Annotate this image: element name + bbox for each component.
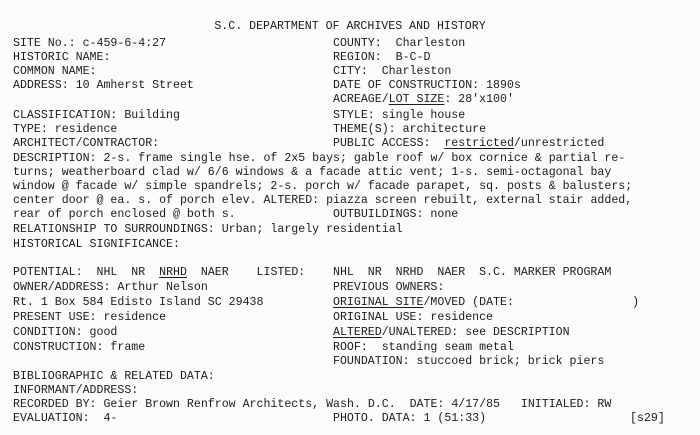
altered-selected: ALTERED xyxy=(333,326,382,339)
nrhd-selected: NRHD xyxy=(159,266,187,279)
description-line: center door @ ea. s. of porch elev. ALTERED: piazza screen rebuilt, external stair added, xyxy=(13,194,633,207)
bibliographic-data: BIBLIOGRAPHIC & RELATED DATA: xyxy=(13,370,215,383)
form-header: S.C. DEPARTMENT OF ARCHIVES AND HISTORY xyxy=(214,20,486,33)
date-of-construction: DATE OF CONSTRUCTION: 1890s xyxy=(333,79,521,92)
owner-address: OWNER/ADDRESS: Arthur Nelson xyxy=(13,281,208,294)
acreage-lot-size: ACREAGE/LOT SIZE: 28'x100' xyxy=(333,93,514,106)
owner-address-line: Rt. 1 Box 584 Edisto Island SC 29438 xyxy=(13,296,264,309)
county: COUNTY: Charleston xyxy=(333,37,466,50)
description-line: window @ facade w/ simple spandrels; 2-s. porch w/ facade parapet, sq. posts & balusters; xyxy=(13,180,633,193)
site-number: SITE No.: c-459-6-4:27 xyxy=(13,37,167,50)
classification: CLASSIFICATION: Building xyxy=(13,109,180,122)
foundation: FOUNDATION: stuccoed brick; brick piers xyxy=(333,355,605,368)
condition: CONDITION: good xyxy=(13,326,118,339)
restricted-selected: restricted xyxy=(444,137,514,150)
original-site-moved: ORIGINAL SITE/MOVED (DATE: ) xyxy=(333,296,640,309)
potential: POTENTIAL: NHL NR NRHD NAER LISTED: xyxy=(13,266,306,279)
style: STYLE: single house xyxy=(333,109,466,122)
roof: ROOF: standing seam metal xyxy=(333,341,514,354)
original-use: ORIGINAL USE: residence xyxy=(333,311,494,324)
listed-options: NHL NR NRHD NAER S.C. MARKER PROGRAM xyxy=(333,266,612,279)
historical-significance: HISTORICAL SIGNIFICANCE: xyxy=(13,238,180,251)
region: REGION: B-C-D xyxy=(333,51,431,64)
lot-size-selected: LOT SIZE xyxy=(388,93,445,106)
outbuildings: OUTBUILDINGS: none xyxy=(333,208,459,221)
description-line: DESCRIPTION: 2-s. frame single hse. of 2x5 bays; gable roof w/ box cornice & partial re- xyxy=(13,152,626,165)
previous-owners: PREVIOUS OWNERS: xyxy=(333,281,445,294)
type: TYPE: residence xyxy=(13,123,118,136)
recorded-by: RECORDED BY: Geier Brown Renfrow Architects, Wash. D.C. DATE: 4/17/85 INITIALED: RW xyxy=(13,398,612,411)
original-site-selected: ORIGINAL SITE xyxy=(333,296,424,309)
architect-contractor: ARCHITECT/CONTRACTOR: xyxy=(13,137,160,150)
themes: THEME(S): architecture xyxy=(333,123,487,136)
photo-data: PHOTO. DATA: 1 (51:33) xyxy=(333,412,487,425)
public-access: PUBLIC ACCESS: restricted/unrestricted xyxy=(333,137,605,150)
relationship-to-surroundings: RELATIONSHIP TO SURROUNDINGS: Urban; largely residential xyxy=(13,223,403,236)
construction: CONSTRUCTION: frame xyxy=(13,341,146,354)
description-line: rear of porch enclosed @ both s. xyxy=(13,208,236,221)
informant-address: INFORMANT/ADDRESS: xyxy=(13,384,139,397)
present-use: PRESENT USE: residence xyxy=(13,311,167,324)
city: CITY: Charleston xyxy=(333,65,452,78)
historic-name: HISTORIC NAME: xyxy=(13,51,111,64)
altered-unaltered: ALTERED/UNALTERED: see DESCRIPTION xyxy=(333,326,570,339)
sheet-code: [s29] xyxy=(630,412,665,425)
address: ADDRESS: 10 Amherst Street xyxy=(13,79,194,92)
common-name: COMMON NAME: xyxy=(13,65,97,78)
evaluation: EVALUATION: 4- xyxy=(13,412,118,425)
description-line: turns; weatherboard clad w/ 6/6 windows & a facade attic vent; 1-s. semi-octagonal bay xyxy=(13,166,612,179)
